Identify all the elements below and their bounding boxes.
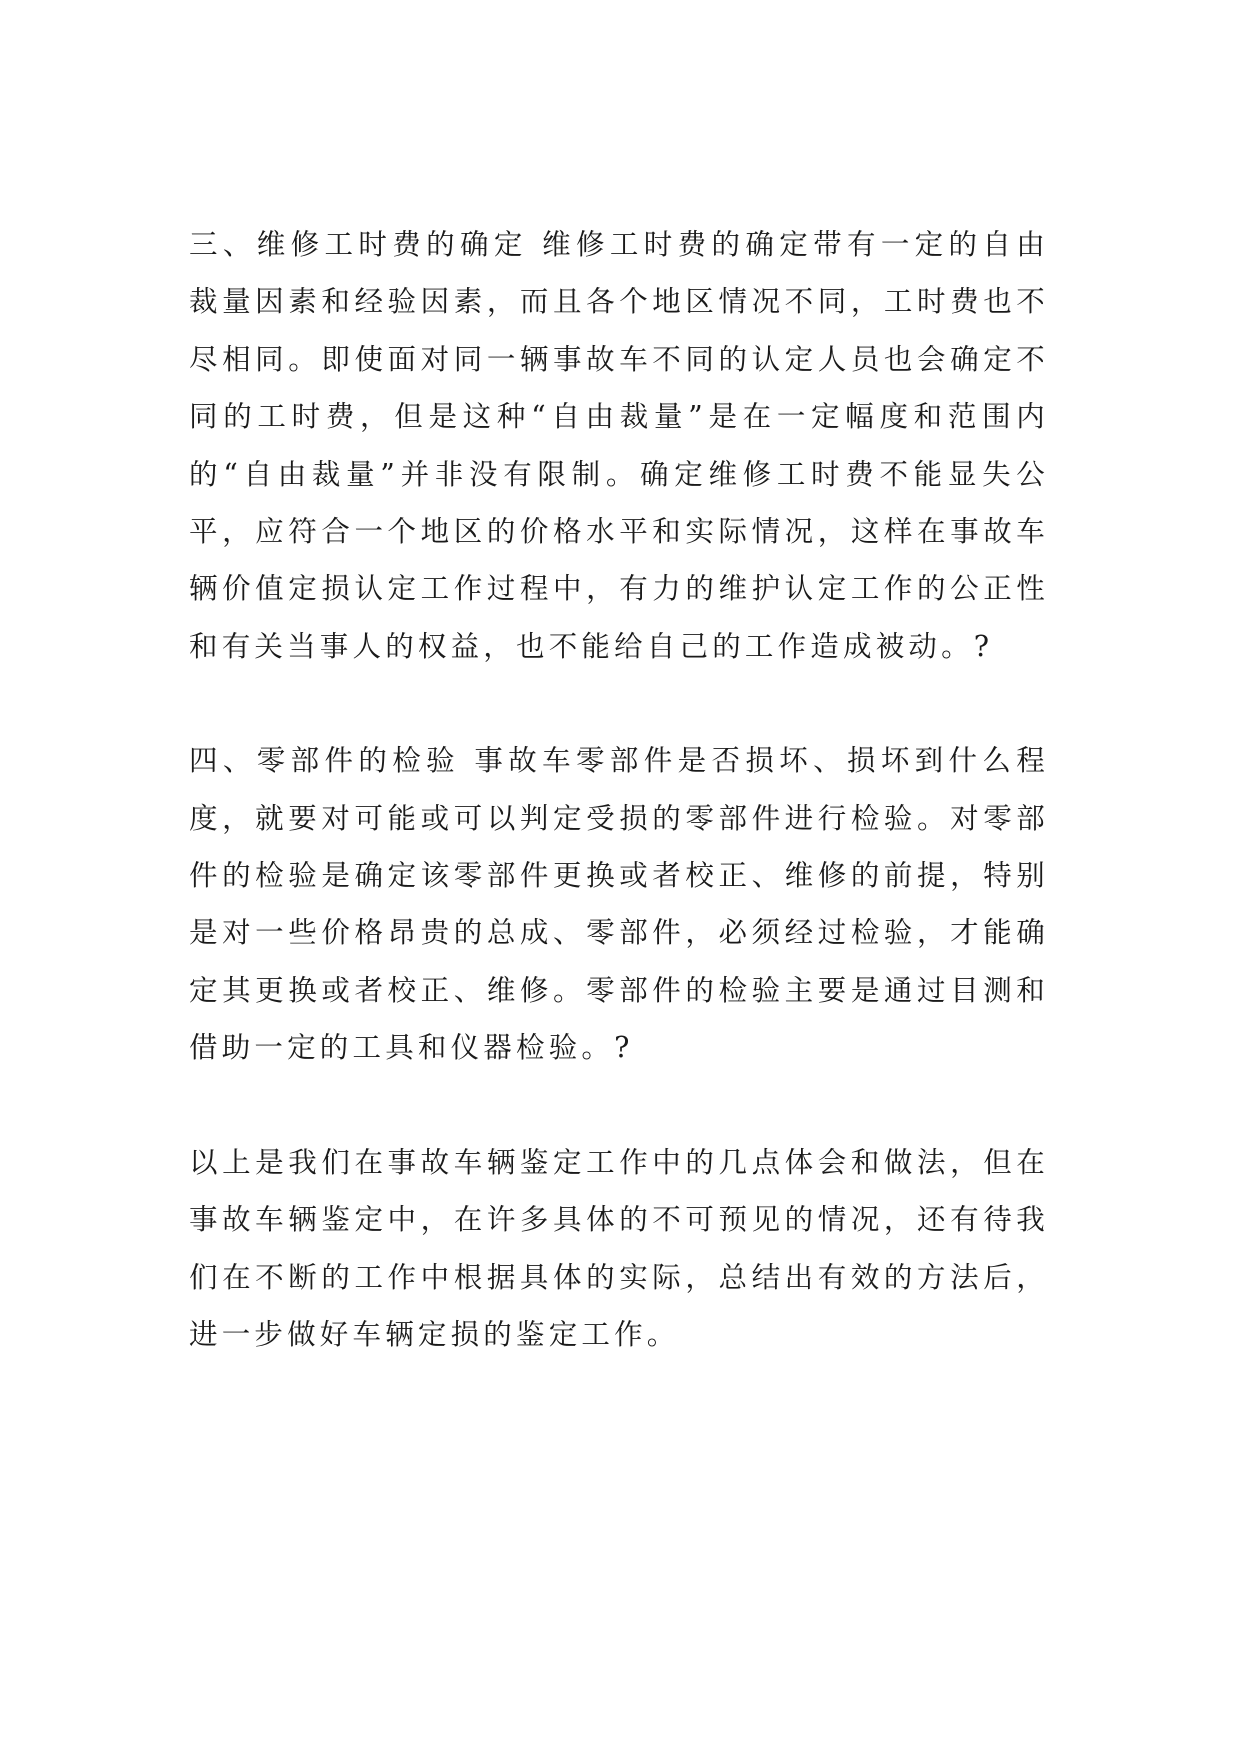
paragraph-labor-cost: 三、维修工时费的确定 维修工时费的确定带有一定的自由裁量因素和经验因素，而且各个地区情况不同，工时费也不尽相同。即使面对同一辆事故车不同的认定人员也会确定不同的工时费，但是这种“自由裁量”是在一定幅度和范围内的“自由裁量”并非没有限制。确定维修工时费不能显失公平，应符合一个地区的价格水平和实际情况，这样在事故车辆价值定损认定工作过程中，有力的维护认定工作的公正性和有关当事人的权益，也不能给自己的工作造成被动。? [189,228,1049,663]
paragraph-parts-inspection: 四、零部件的检验 事故车零部件是否损坏、损坏到什么程度，就要对可能或可以判定受损的零部件进行检验。对零部件的检验是确定该零部件更换或者校正、维修的前提，特别是对一些价格昂贵的总成、零部件，必须经过检验，才能确定其更换或者校正、维修。零部件的检验主要是通过目测和借助一定的工具和仪器检验。? [189,744,1049,1065]
document-body [189,216,1049,1363]
paragraph-conclusion: 以上是我们在事故车辆鉴定工作中的几点体会和做法，但在事故车辆鉴定中，在许多具体的不可预见的情况，还有待我们在不断的工作中根据具体的实际，总结出有效的方法后，进一步做好车辆定损的鉴定工作。 [189,1145,1049,1351]
